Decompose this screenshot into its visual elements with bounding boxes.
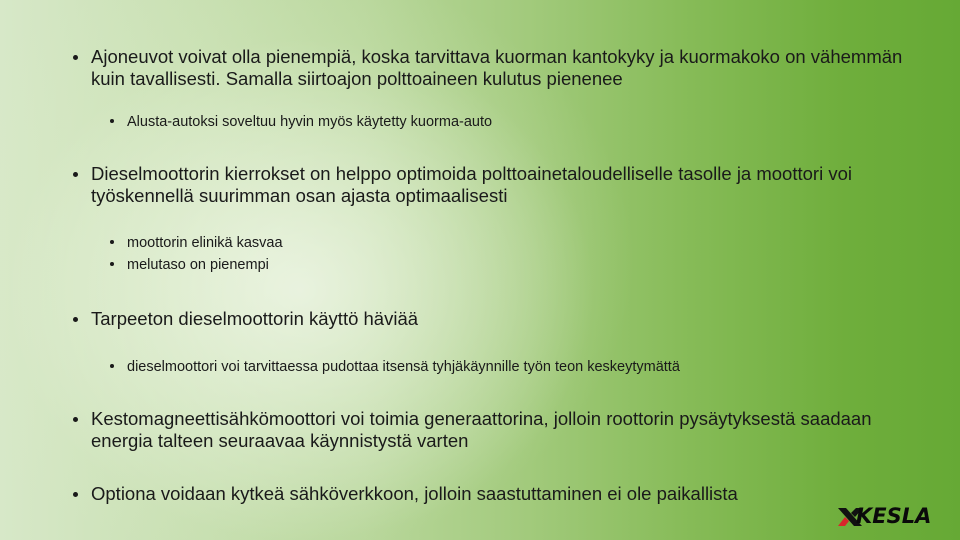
- bullet-text: Tarpeeton dieselmoottorin käyttö häviää: [91, 308, 419, 329]
- bullet-3-sub-1: [110, 356, 927, 378]
- kesla-logo: [836, 506, 946, 528]
- bullet-text: Dieselmoottorin kierrokset on helppo optimoida polttoainetaloudelliselle tasolle ja moottori voi työskennellä suurimman osan ajasta optimaalisesti: [91, 163, 852, 206]
- bullet-1: [73, 46, 921, 90]
- bullet-text: melutaso on pienempi: [127, 257, 269, 273]
- bullet-2-sub-2: [110, 254, 927, 276]
- bullet-dot: [110, 119, 114, 123]
- bullet-dot: [73, 417, 78, 422]
- bullet-dot: [110, 364, 114, 368]
- bullet-2-sub-1: [110, 232, 927, 254]
- bullet-dot: [110, 240, 114, 244]
- bullet-4: [73, 408, 921, 452]
- bullet-text: Ajoneuvot voivat olla pienempiä, koska tarvittava kuorman kantokyky ja kuormakoko on vähemmän kuin tavallisesti. Samalla siirtoajon polttoaineen kulutus pienenee: [91, 46, 903, 89]
- bullet-text: moottorin elinikä kasvaa: [127, 235, 283, 251]
- bullet-text: Kestomagneettisähkömoottori voi toimia generaattorina, jolloin roottorin pysäytyksestä saadaan energia talteen seuraavaa käynnistystä varten: [91, 408, 872, 451]
- bullet-text: Alusta-autoksi soveltuu hyvin myös käytetty kuorma-auto: [127, 114, 493, 130]
- bullet-text: Optiona voidaan kytkeä sähköverkkoon, jolloin saastuttaminen ei ole paikallista: [91, 483, 738, 504]
- bullet-1-sub-1: [110, 111, 927, 133]
- bullet-3: [73, 308, 921, 330]
- bullet-2: [73, 163, 921, 207]
- bullet-dot: [73, 317, 78, 322]
- logo-text: KESLA: [856, 504, 932, 528]
- bullet-text: dieselmoottori voi tarvittaessa pudottaa itsensä tyhjäkäynnille työn teon keskeytymättä: [127, 359, 680, 375]
- bullet-dot: [73, 172, 78, 177]
- bullet-dot: [110, 262, 114, 266]
- bullet-5: [73, 483, 921, 505]
- bullet-dot: [73, 492, 78, 497]
- bullet-dot: [73, 55, 78, 60]
